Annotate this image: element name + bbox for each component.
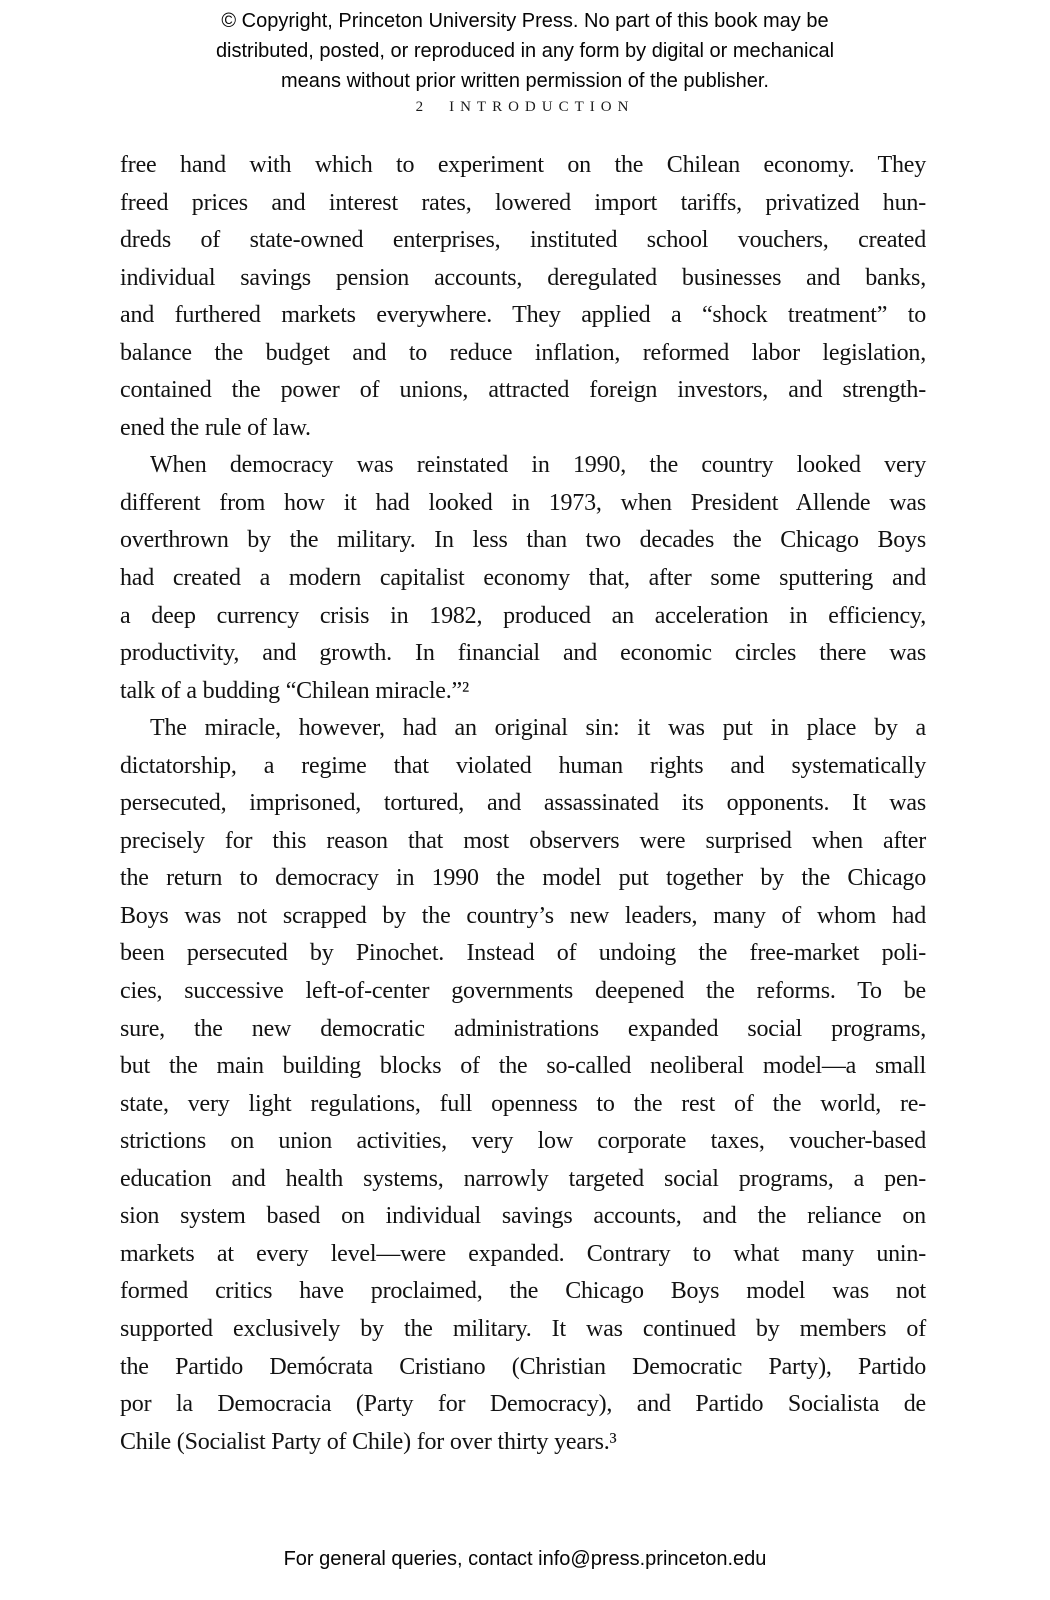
body-line: had created a modern capitalist economy that, after some sputtering and — [120, 565, 926, 592]
copyright-line: means without prior written permission of the publisher. — [280, 70, 769, 92]
body-line: The miracle, however, had an original sin: it was put in place by a — [150, 715, 926, 742]
copyright-line: distributed, posted, or reproduced in any form by digital or mechanical — [215, 40, 835, 62]
paragraph — [120, 710, 926, 1461]
body-line: overthrown by the military. In less than two decades the Chicago Boys — [120, 527, 926, 554]
body-line: the Partido Demócrata Cristiano (Christian Democratic Party), Partido — [120, 1353, 926, 1380]
body-line: balance the budget and to reduce inflation, reformed labor legislation, — [120, 339, 926, 366]
body-line: supported exclusively by the military. It was continued by members of — [120, 1315, 926, 1342]
body-line: individual savings pension accounts, deregulated businesses and banks, — [120, 264, 926, 291]
body-line: a deep currency crisis in 1982, produced an acceleration in efficiency, — [120, 602, 926, 629]
body-line: been persecuted by Pinochet. Instead of undoing the free-market poli- — [120, 940, 926, 967]
body-line: strictions on union activities, very low corporate taxes, voucher-based — [120, 1128, 926, 1155]
paragraph — [120, 147, 926, 447]
running-head — [0, 96, 1050, 118]
paragraph — [120, 447, 926, 710]
body-line: productivity, and growth. In financial and economic circles there was — [120, 640, 926, 667]
body-line: dreds of state-owned enterprises, instituted school vouchers, created — [120, 227, 926, 254]
body-line: state, very light regulations, full openness to the rest of the world, re- — [120, 1090, 926, 1117]
body-line: but the main building blocks of the so-called neoliberal model—a small — [120, 1053, 926, 1080]
body-line: education and health systems, narrowly targeted social programs, a pen- — [120, 1165, 926, 1192]
body-line: sure, the new democratic administrations expanded social programs, — [120, 1015, 926, 1042]
copyright-notice — [0, 6, 1050, 96]
body-line: free hand with which to experiment on the Chilean economy. They — [120, 152, 926, 178]
body-text — [120, 147, 926, 1461]
body-line: dictatorship, a regime that violated human rights and systematically — [120, 752, 926, 779]
section-title: INTRODUCTION — [449, 99, 635, 115]
body-line: markets at every level—were expanded. Contrary to what many unin- — [120, 1240, 926, 1267]
body-line: formed critics have proclaimed, the Chicago Boys model was not — [120, 1278, 926, 1305]
page-number: 2 — [415, 99, 430, 115]
body-line: and furthered markets everywhere. They applied a “shock treatment” to — [120, 302, 926, 329]
body-line: ened the rule of law. — [120, 414, 311, 441]
body-line: persecuted, imprisoned, tortured, and assassinated its opponents. It was — [120, 790, 926, 817]
body-line: Chile (Socialist Party of Chile) for over thirty years.³ — [120, 1428, 617, 1455]
body-line: freed prices and interest rates, lowered import tariffs, privatized hun- — [120, 189, 926, 216]
body-line: the return to democracy in 1990 the model put together by the Chicago — [120, 865, 926, 892]
body-line: Boys was not scrapped by the country’s new leaders, many of whom had — [120, 902, 926, 929]
copyright-line: © Copyright, Princeton University Press. No part of this book may be — [221, 10, 829, 32]
body-line: different from how it had looked in 1973, when President Allende was — [120, 489, 926, 516]
body-line: contained the power of unions, attracted foreign investors, and strength- — [120, 377, 926, 404]
body-line: por la Democracia (Party for Democracy), and Partido Socialista de — [120, 1391, 926, 1418]
body-line: When democracy was reinstated in 1990, the country looked very — [150, 452, 926, 479]
body-line: talk of a budding “Chilean miracle.”² — [120, 677, 470, 704]
body-line: cies, successive left-of-center governments deepened the reforms. To be — [120, 978, 926, 1005]
body-line: sion system based on individual savings accounts, and the reliance on — [120, 1203, 926, 1230]
body-line: precisely for this reason that most observers were surprised when after — [120, 827, 926, 854]
footer-contact: For general queries, contact info@press.princeton.edu — [283, 1548, 767, 1570]
